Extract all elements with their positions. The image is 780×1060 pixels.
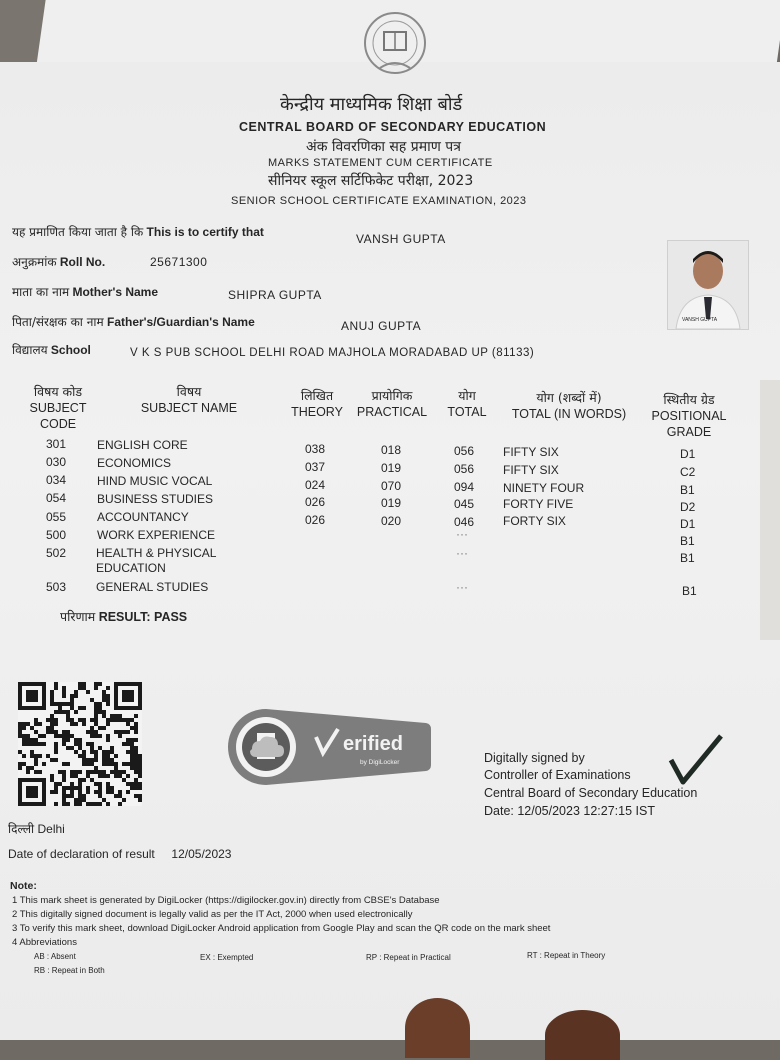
roll-number: 25671300 <box>150 255 208 269</box>
row-practical: 018 <box>381 443 402 457</box>
abbr-ex: EX : Exempted <box>200 953 254 962</box>
abbr-rb: RB : Repeat in Both <box>34 966 105 975</box>
student-name: VANSH GUPTA <box>356 232 446 246</box>
row-theory: 024 <box>305 478 326 492</box>
declaration-date-line: Date of declaration of result 12/05/2023 <box>8 847 232 861</box>
row-code: 301 <box>46 437 67 451</box>
mother-label: माता का नाम Mother's Name <box>12 285 159 299</box>
col-header-total-words: योग (शब्दों में) TOTAL (IN WORDS) <box>511 390 627 421</box>
finger <box>405 998 470 1058</box>
father-label: पिता/संरक्षक का नाम Father's/Guardian's Name <box>12 315 255 329</box>
row-practical: 070 <box>381 479 402 493</box>
declaration-date: 12/05/2023 <box>171 847 232 861</box>
father-name: ANUJ GUPTA <box>341 319 422 333</box>
row-total: 094 <box>454 480 475 494</box>
qr-code[interactable] <box>18 682 142 806</box>
row-code: 500 <box>46 528 67 542</box>
row-total-words: FORTY SIX <box>503 514 566 528</box>
paper-edge <box>760 380 780 640</box>
cbse-logo-icon <box>360 8 430 78</box>
note-3: 3 To verify this mark sheet, download DigiLocker Android application from Google Play and scan the QR code on the mark sheet <box>12 923 551 934</box>
statement-title-english: MARKS STATEMENT CUM CERTIFICATE <box>268 157 493 169</box>
row-code: 503 <box>46 580 67 594</box>
row-grade: B1 <box>682 584 697 598</box>
row-code: 030 <box>46 455 67 469</box>
abbr-rp: RP : Repeat in Practical <box>366 953 451 962</box>
note-2: 2 This digitally signed document is legally valid as per the IT Act, 2000 when used electronically <box>12 909 413 920</box>
row-theory: 037 <box>305 460 326 474</box>
signed-by-line: Digitally signed by <box>484 751 585 765</box>
finger <box>545 1010 620 1060</box>
school-label: विद्यालय School <box>12 343 91 357</box>
abbr-ab: AB : Absent <box>34 952 76 961</box>
certify-label: यह प्रमाणित किया जाता है कि This is to certify that <box>12 225 264 239</box>
checkmark-icon <box>665 732 725 787</box>
row-total-words: FORTY FIVE <box>503 497 574 511</box>
row-total: ··· <box>456 527 468 541</box>
row-subject: HIND MUSIC VOCAL <box>97 474 213 488</box>
col-header-grade: स्थितीय ग्रेड POSITIONAL GRADE <box>651 392 727 439</box>
row-total: 045 <box>454 497 475 511</box>
signed-by-controller: Controller of Examinations <box>484 768 631 782</box>
board-name-english: CENTRAL BOARD OF SECONDARY EDUCATION <box>239 120 547 134</box>
row-total: ··· <box>456 580 468 594</box>
col-header-subject: विषय SUBJECT NAME <box>140 384 238 415</box>
board-name-hindi: केन्द्रीय माध्यमिक शिक्षा बोर्ड <box>280 94 463 115</box>
row-total-words: FIFTY SIX <box>503 463 559 477</box>
row-code: 034 <box>46 473 67 487</box>
row-code: 055 <box>46 510 67 524</box>
row-code: 054 <box>46 491 67 505</box>
row-total: 046 <box>454 515 475 529</box>
signed-by-board: Central Board of Secondary Education <box>484 786 698 800</box>
row-grade: D1 <box>680 517 696 531</box>
row-subject: ENGLISH CORE <box>97 438 188 452</box>
col-header-total: योग TOTAL <box>447 388 487 419</box>
row-grade: B1 <box>680 534 695 548</box>
row-total: 056 <box>454 444 475 458</box>
mother-name: SHIPRA GUPTA <box>228 288 322 302</box>
row-subject: BUSINESS STUDIES <box>97 492 214 506</box>
row-grade: B1 <box>680 483 695 497</box>
col-header-code: विषय कोड SUBJECT CODE <box>29 384 87 431</box>
row-total: ··· <box>456 546 468 560</box>
student-photo <box>667 240 749 330</box>
photo-caption: VANSH GUPTA <box>682 317 718 323</box>
note-1: 1 This mark sheet is generated by DigiLocker (https://digilocker.gov.in) directly from CBSE's Database <box>12 895 440 906</box>
row-practical: 019 <box>381 461 402 475</box>
row-subject: WORK EXPERIENCE <box>97 528 216 542</box>
row-total-words: NINETY FOUR <box>503 481 585 495</box>
row-practical: 020 <box>381 514 402 528</box>
row-subject-cont: EDUCATION <box>96 561 166 575</box>
row-subject: HEALTH & PHYSICAL <box>96 546 217 560</box>
col-header-practical: प्रायोगिक PRACTICAL <box>356 388 428 419</box>
row-grade: B1 <box>680 551 695 565</box>
row-theory: 038 <box>305 442 326 456</box>
note-4: 4 Abbreviations <box>12 937 77 948</box>
verified-subtext: by DigiLocker <box>360 759 400 766</box>
row-theory: 026 <box>305 495 326 509</box>
abbr-rt: RT : Repeat in Theory <box>527 951 606 960</box>
roll-label: अनुक्रमांक Roll No. <box>12 255 106 269</box>
row-grade: D2 <box>680 500 696 514</box>
place: दिल्ली Delhi <box>8 822 65 836</box>
row-subject: ACCOUNTANCY <box>97 510 189 524</box>
signature-date: Date: 12/05/2023 12:27:15 IST <box>484 804 655 818</box>
row-total-words: FIFTY SIX <box>503 445 559 459</box>
exam-title-hindi: सीनियर स्कूल सर्टिफिकेट परीक्षा, 2023 <box>268 173 474 189</box>
row-practical: 019 <box>381 496 402 510</box>
col-header-theory: लिखित THEORY <box>291 388 343 419</box>
exam-title-english: SENIOR SCHOOL CERTIFICATE EXAMINATION, 2023 <box>231 195 527 207</box>
row-subject: ECONOMICS <box>97 456 172 470</box>
statement-title-hindi: अंक विवरणिका सह प्रमाण पत्र <box>306 139 461 155</box>
verified-text: erified <box>343 733 404 755</box>
result-value: PASS <box>154 610 188 624</box>
row-grade: D1 <box>680 447 696 461</box>
row-code: 502 <box>46 546 67 560</box>
result-line: परिणाम RESULT: PASS <box>60 609 188 624</box>
row-grade: C2 <box>680 465 696 479</box>
row-total: 056 <box>454 462 475 476</box>
notes-title: Note: <box>10 880 37 892</box>
school-name: V K S PUB SCHOOL DELHI ROAD MAJHOLA MORADABAD UP (81133) <box>130 347 535 359</box>
row-theory: 026 <box>305 513 326 527</box>
row-subject: GENERAL STUDIES <box>96 580 209 594</box>
